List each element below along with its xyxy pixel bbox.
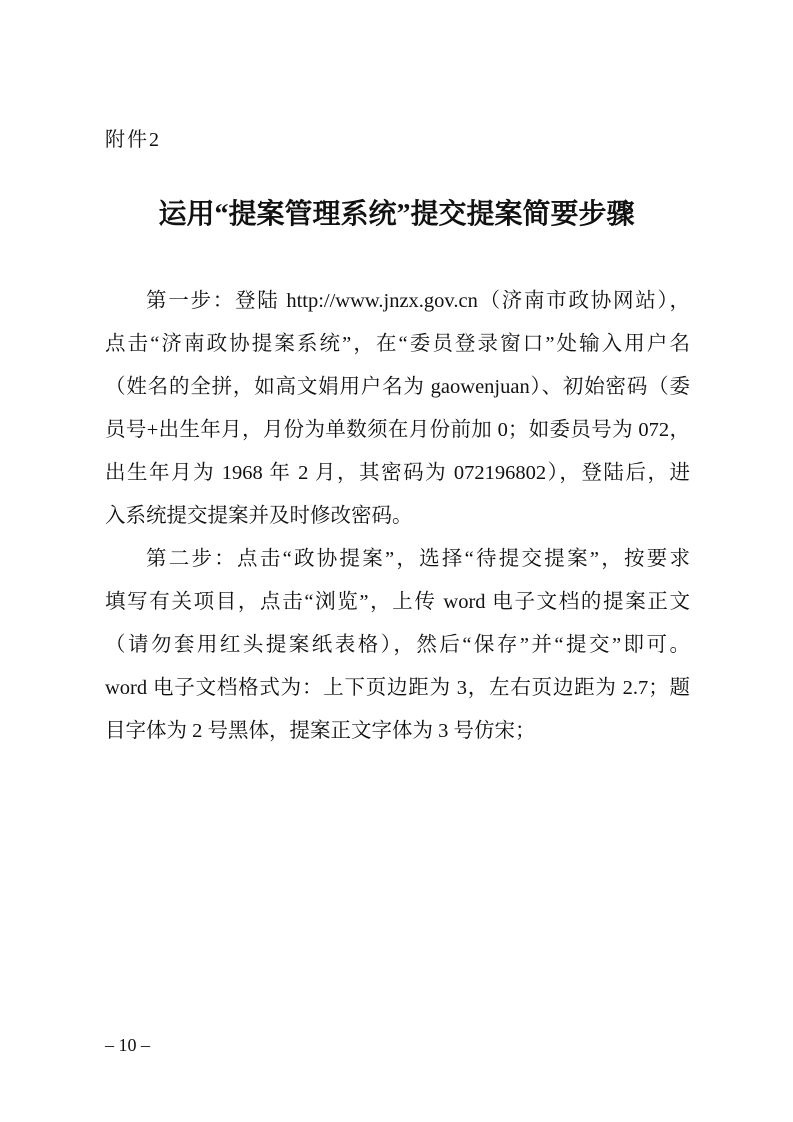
paragraph-step-two bbox=[105, 538, 690, 753]
document-title: 运用“提案管理系统”提交提案简要步骤 bbox=[158, 199, 635, 230]
attachment-label: 附件2 bbox=[105, 129, 161, 151]
document-body bbox=[105, 280, 690, 753]
paragraph-line: 第一步：登陆 http://www.jnzx.gov.cn（济南市政协网站）， bbox=[146, 290, 690, 312]
paragraph-line: 员号+出生年月，月份为单数须在月份前加 0；如委员号为 072， bbox=[105, 419, 690, 441]
paragraph-line: （请勿套用红头提案纸表格），然后“保存”并“提交”即可。 bbox=[105, 634, 690, 656]
page-number: – 10 – bbox=[105, 1035, 150, 1055]
paragraph-line: 目字体为 2 号黑体，提案正文字体为 3 号仿宋； bbox=[105, 720, 536, 742]
paragraph-line: 入系统提交提案并及时修改密码。 bbox=[105, 505, 413, 527]
paragraph-line: 出生年月为 1968 年 2 月，其密码为 072196802），登陆后，进 bbox=[105, 462, 690, 484]
paragraph-line: 点击“济南政协提案系统”，在“委员登录窗口”处输入用户名 bbox=[105, 333, 690, 355]
paragraph-line: 第二步：点击“政协提案”，选择“待提交提案”，按要求 bbox=[146, 548, 690, 570]
paragraph-step-one bbox=[105, 280, 690, 538]
paragraph-line: 填写有关项目，点击“浏览”，上传 word 电子文档的提案正文 bbox=[105, 591, 690, 613]
paragraph-line: word 电子文档格式为：上下页边距为 3，左右页边距为 2.7；题 bbox=[105, 677, 690, 699]
paragraph-line: （姓名的全拼，如高文娟用户名为 gaowenjuan）、初始密码（委 bbox=[105, 376, 690, 398]
